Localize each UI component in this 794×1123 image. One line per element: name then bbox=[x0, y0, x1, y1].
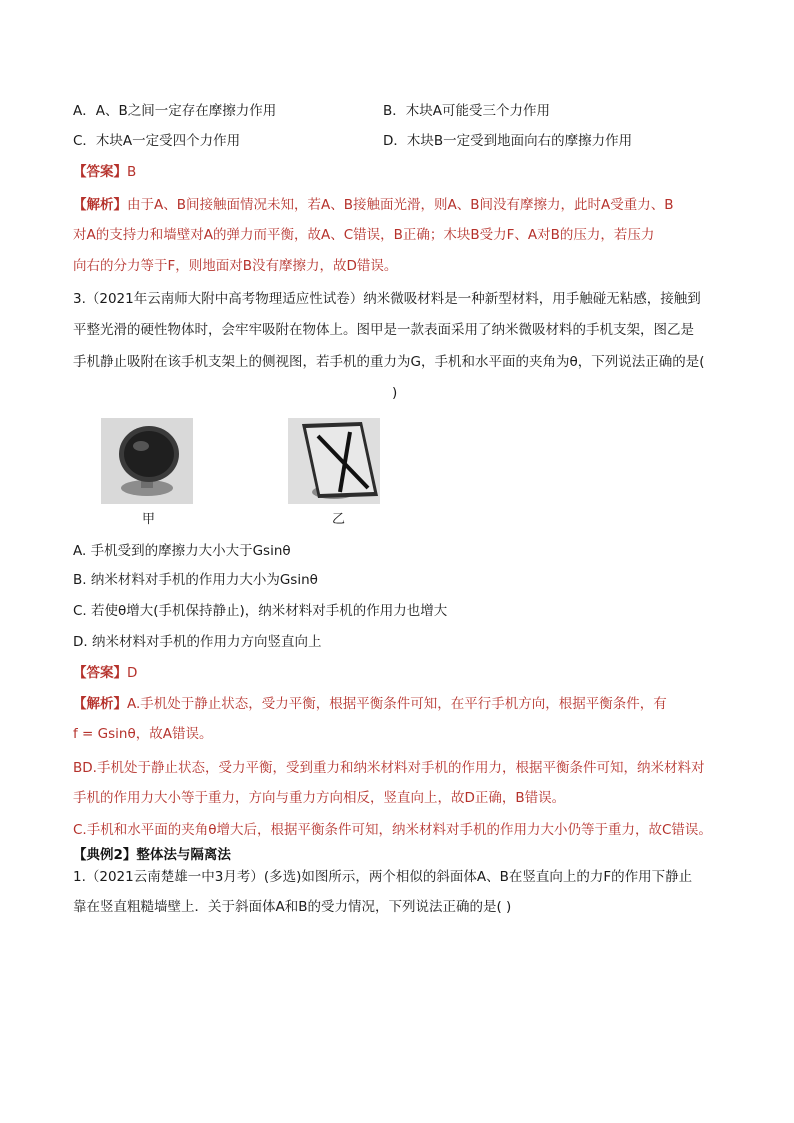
answer-tag: 【答案】 bbox=[73, 164, 127, 180]
q3-stem-line-1: 3.（2021年云南师大附中高考物理适应性试卷）纳米微吸材料是一种新型材料，用手触碰无粘感，接触到 bbox=[73, 291, 701, 307]
analysis-tag: 【解析】 bbox=[73, 197, 127, 213]
q3-stem-line-2: 平整光滑的硬性物体时，会牢牢吸附在物体上。图甲是一款表面采用了纳米微吸材料的手机支架，图乙是 bbox=[73, 322, 694, 338]
q2-option-b: B．木块A可能受三个力作用 bbox=[383, 103, 550, 119]
q2-analysis-line-1 bbox=[73, 195, 674, 215]
q3-option-b: B. 纳米材料对手机的作用力大小为Gsinθ bbox=[73, 572, 318, 588]
answer-tag: 【答案】 bbox=[73, 665, 127, 681]
q2-option-d: D．木块B一定受到地面向右的摩擦力作用 bbox=[383, 133, 633, 149]
q3-option-c: C. 若使θ增大(手机保持静止)，纳米材料对手机的作用力也增大 bbox=[73, 603, 448, 619]
q2-option-c: C．木块A一定受四个力作用 bbox=[73, 133, 241, 149]
caption-right: 乙 bbox=[332, 512, 346, 527]
example2-stem-line-1: 1.（2021云南楚雄一中3月考）(多选)如图所示，两个相似的斜面体A、B在竖直向上的力F的作用下静止 bbox=[73, 869, 693, 885]
q3-analysis-line-1 bbox=[73, 694, 667, 714]
q2-answer bbox=[73, 162, 136, 182]
q3-option-d: D. 纳米材料对手机的作用力方向竖直向上 bbox=[73, 634, 322, 650]
answer-value: B bbox=[127, 164, 137, 180]
q3-answer bbox=[73, 663, 137, 683]
analysis-text: 由于A、B间接触面情况未知，若A、B接触面光滑，则A、B间没有摩擦力，此时A受重力、B bbox=[127, 197, 674, 213]
phone-holder-illustration bbox=[101, 418, 193, 504]
example-heading: 【典例2】整体法与隔离法 bbox=[73, 847, 231, 863]
q2-analysis-line-2: 对A的支持力和墙壁对A的弹力而平衡，故A、C错误，B正确；木块B受力F、A对B的压力，若压力 bbox=[73, 227, 655, 243]
q3-analysis-line-5: C.手机和水平面的夹角θ增大后，根据平衡条件可知，纳米材料对手机的作用力大小仍等于重力，故C错误。 bbox=[73, 822, 712, 838]
q3-analysis-line-2: f = Gsinθ，故A错误。 bbox=[73, 726, 213, 742]
phone-on-holder-photo bbox=[288, 418, 380, 504]
analysis-text: A.手机处于静止状态，受力平衡，根据平衡条件可知，在平行手机方向，根据平衡条件，有 bbox=[127, 696, 667, 712]
q2-option-a: A．A、B之间一定存在摩擦力作用 bbox=[73, 103, 277, 119]
q3-stem-line-3: 手机静止吸附在该手机支架上的侧视图，若手机的重力为G，手机和水平面的夹角为θ，下列说法正确的是( bbox=[73, 354, 705, 370]
phone-holder-photo bbox=[101, 418, 193, 504]
example2-stem-line-2: 靠在竖直粗糙墙壁上．关于斜面体A和B的受力情况，下列说法正确的是( ) bbox=[73, 899, 512, 915]
q3-analysis-line-4: 手机的作用力大小等于重力，方向与重力方向相反，竖直向上，故D正确，B错误。 bbox=[73, 790, 566, 806]
analysis-tag: 【解析】 bbox=[73, 696, 127, 712]
answer-value: D bbox=[127, 665, 138, 681]
q3-stem-close-paren: ) bbox=[392, 385, 398, 401]
phone-on-holder-illustration bbox=[288, 418, 380, 504]
q2-analysis-line-3: 向右的分力等于F，则地面对B没有摩擦力，故D错误。 bbox=[73, 258, 398, 274]
q3-option-a: A. 手机受到的摩擦力大小大于Gsinθ bbox=[73, 543, 291, 559]
caption-left: 甲 bbox=[142, 512, 156, 527]
q3-analysis-line-3: BD.手机处于静止状态，受力平衡，受到重力和纳米材料对手机的作用力，根据平衡条件可知，纳米材料对 bbox=[73, 760, 705, 776]
